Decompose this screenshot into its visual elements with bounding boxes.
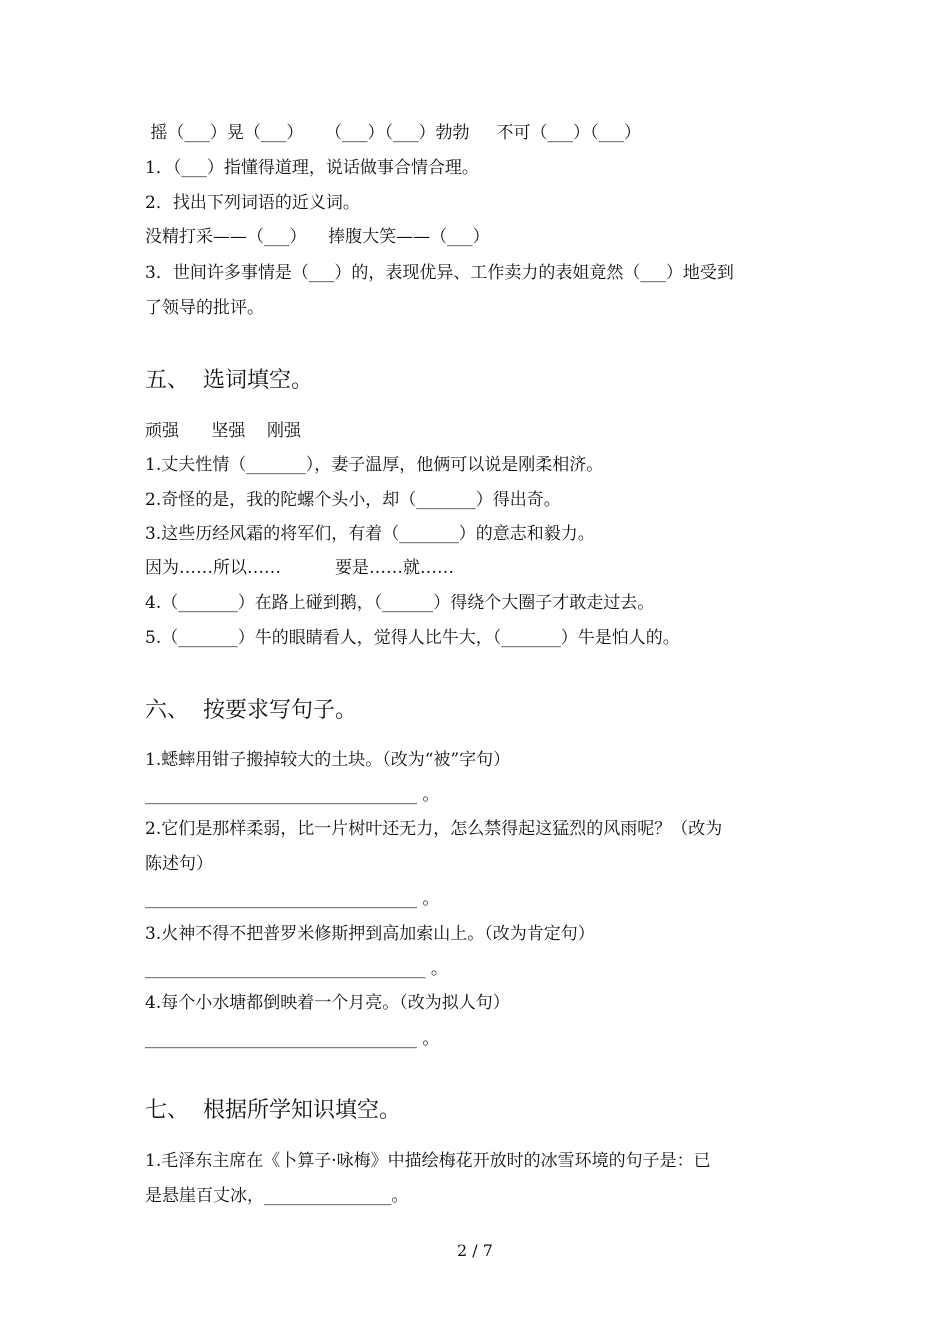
word-choices-2: 因为……所以…… 要是……就…… (145, 558, 455, 578)
question-1: 1．（___）指懂得道理，说话做事合情合理。 (145, 158, 479, 178)
fill-5: 5.（_______）牛的眼睛看人，觉得人比牛大，（_______）牛是怕人的。 (145, 628, 680, 648)
synonym-row: 没精打采——（___） 捧腹大笑——（___） (145, 227, 490, 247)
answer-line-3: _________________________________ 。 (145, 959, 448, 979)
sentence-2-cont: 陈述句） (145, 854, 213, 874)
question-3-cont: 了领导的批评。 (145, 298, 264, 318)
section-6-heading: 六、 按要求写句子。 (145, 698, 357, 723)
fill-3: 3.这些历经风霜的将军们，有着（_______）的意志和毅力。 (145, 524, 595, 544)
word-choices-1: 顽强 坚强 刚强 (145, 421, 302, 441)
question-2: 2．找出下列词语的近义词。 (145, 193, 360, 213)
fill-2: 2.奇怪的是，我的陀螺个头小，却（_______）得出奇。 (145, 490, 561, 510)
poem-question: 1.毛泽东主席在《卜算子·咏梅》中描绘梅花开放时的冰雪环境的句子是：已 (145, 1151, 711, 1171)
sentence-2: 2.它们是那样柔弱，比一片树叶还无力，怎么禁得起这猛烈的风雨呢？（改为 (145, 819, 723, 839)
fill-4: 4.（_______）在路上碰到鹅，（______）得绕个大圈子才敢走过去。 (145, 593, 655, 613)
poem-question-cont: 是悬崖百丈冰，_______________。 (145, 1186, 409, 1206)
answer-line-4: ________________________________ 。 (145, 1029, 440, 1049)
fill-1: 1.丈夫性情（_______），妻子温厚，他俩可以说是刚柔相济。 (145, 455, 604, 475)
sentence-3: 3.火神不得不把普罗米修斯押到高加索山上。（改为肯定句） (145, 924, 595, 944)
answer-line-2: ________________________________ 。 (145, 889, 440, 909)
page-number: 2 / 7 (457, 1241, 493, 1260)
sentence-4: 4.每个小水塘都倒映着一个月亮。（改为拟人句） (145, 993, 510, 1013)
question-3: 3．世间许多事情是（___）的，表现优异、工作卖力的表姐竟然（___）地受到 (145, 263, 734, 283)
section-7-heading: 七、 根据所学知识填空。 (145, 1098, 401, 1123)
answer-line-1: ________________________________ 。 (145, 785, 440, 805)
blank-row-words: 摇（___）晃（___） （___）（___）勃勃 不可（___）（___） (145, 123, 642, 143)
sentence-1: 1.蟋蟀用钳子搬掉较大的土块。（改为“被”字句） (145, 750, 511, 770)
section-5-heading: 五、 选词填空。 (145, 368, 313, 393)
